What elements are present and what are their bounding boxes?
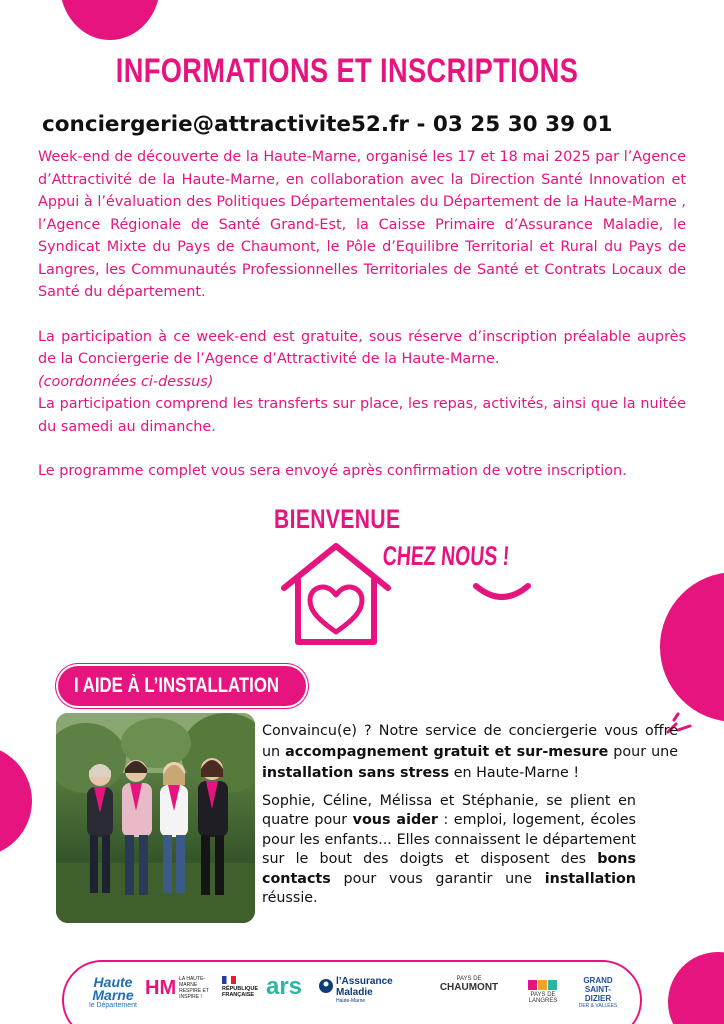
install-p1-text-b: pour une xyxy=(608,744,678,760)
logo-haute-marne[interactable] xyxy=(78,976,148,1009)
logo-gsd-text: GRAND SAINT-DIZIER xyxy=(583,976,613,1003)
install-paragraph-1 xyxy=(262,721,678,784)
logo-assurance-maladie-text: l’Assurance Maladie xyxy=(336,976,393,998)
install-p1-text-a: Convaincu(e) ? Notre service de conciergerie vous offre un xyxy=(262,723,678,760)
logo-grand-saint-dizier[interactable] xyxy=(572,976,624,1009)
install-p2-text-c: pour vous garantir une xyxy=(330,870,545,887)
welcome-subheading: CHEZ NOUS ! xyxy=(381,541,511,571)
decor-circle-top xyxy=(60,0,160,40)
logo-hm-text: LA HAUTE-MARNE RESPIRE ET INSPIRE ! xyxy=(179,976,209,1000)
logo-hm-mark: HM xyxy=(145,976,177,999)
smile-icon xyxy=(470,578,534,606)
install-paragraph-2 xyxy=(262,792,636,908)
flag-icon xyxy=(222,976,236,984)
logo-assurance-maladie-sub: Haute-Marne xyxy=(336,998,366,1004)
logo-ars[interactable] xyxy=(262,973,306,1000)
decor-circle-right xyxy=(660,572,724,722)
logo-haute-marne-text: Haute Marne xyxy=(92,974,134,1003)
logo-pays-langres-text: PAYS DE LANGRES xyxy=(528,992,558,1004)
intro-paragraph-3: La participation comprend les transferts sur place, les repas, activités, ainsi que la nuitée du samedi au dimanche. xyxy=(38,396,686,435)
logo-ars-text: ars xyxy=(265,973,303,1000)
install-p2-text-a: Sophie, Céline, Mélissa et Stéphanie, se plient en quatre pour xyxy=(262,793,636,829)
pays-langres-icon xyxy=(528,978,558,992)
install-p2-bold-c: installation xyxy=(544,870,636,887)
intro-paragraph-4: Le programme complet vous sera envoyé après confirmation de votre inscription. xyxy=(38,463,627,479)
logo-pays-chaumont[interactable] xyxy=(428,976,510,993)
install-p1-bold-a: accompagnement gratuit et sur-mesure xyxy=(285,744,609,760)
intro-paragraph-1: Week-end de découverte de la Haute-Marne, organisé les 17 et 18 mai 2025 par l’Agence d’Attractivité de la Haute-Marne, en collaboration avec la Direction Santé Innovation et Appui à l’évaluation des Politiques Départementales du Département de la Haute-Marne , l’Agence Régionale de Santé Grand-Est, la Caisse Primaire d’Assurance Maladie, le Syndicat Mixte du Pays de Chaumont, le Pôle d’Equilibre Territorial et Rural du Pays de Langres, les Communautés Professionnelles Territoriales de Santé et Contrats Locaux de Santé du département. xyxy=(38,149,686,300)
install-p1-text-c: en Haute-Marne ! xyxy=(449,765,580,781)
intro-text xyxy=(38,146,686,483)
page-title: INFORMATIONS ET INSCRIPTIONS xyxy=(115,52,579,90)
logo-pays-chaumont-top: PAYS DE xyxy=(456,976,482,982)
intro-paragraph-2-note: (coordonnées ci-dessus) xyxy=(38,373,214,390)
logo-republique-francaise[interactable] xyxy=(222,976,259,998)
contact-line[interactable]: conciergerie@attractivite52.fr - 03 25 30 39 01 xyxy=(42,112,613,137)
install-p2-bold-a: vous aider xyxy=(352,812,438,829)
logo-pays-chaumont-text: CHAUMONT xyxy=(439,982,499,993)
logo-republique-text: RÉPUBLIQUE FRANÇAISE xyxy=(222,986,259,998)
intro-paragraph-2 xyxy=(38,326,686,439)
decor-circle-left xyxy=(0,745,32,857)
logo-hm-inspire[interactable] xyxy=(145,976,215,1000)
section-header-label: I AIDE À L’INSTALLATION xyxy=(74,674,280,697)
decor-circle-bottom-right xyxy=(668,952,724,1024)
team-photo xyxy=(56,713,255,923)
logo-pays-langres[interactable] xyxy=(520,976,566,1004)
install-p2-text-d: réussie. xyxy=(262,890,318,907)
logo-haute-marne-sub: le Département xyxy=(89,1002,137,1009)
logo-assurance-maladie[interactable] xyxy=(316,976,416,1004)
install-p2-bold-b: bons contacts xyxy=(262,851,636,887)
house-heart-icon xyxy=(276,540,396,650)
install-p2-text-b: : emploi, logement, écoles pour les enfants... Elles connaissent le département sur le bout des doigts et disposent des xyxy=(262,812,636,868)
assurance-maladie-icon xyxy=(318,978,334,994)
team-photo-illustration xyxy=(56,713,255,923)
intro-paragraph-2-text: La participation à ce week-end est gratuite, sous réserve d’inscription préalable auprès de la Conciergerie de l’Agence d’Attractivité de la Haute-Marne. xyxy=(38,328,686,367)
logo-gsd-sub: DER & VALLÉES xyxy=(578,1003,618,1009)
welcome-heading: BIENVENUE xyxy=(274,504,401,534)
install-p1-bold-b: installation sans stress xyxy=(262,765,450,781)
